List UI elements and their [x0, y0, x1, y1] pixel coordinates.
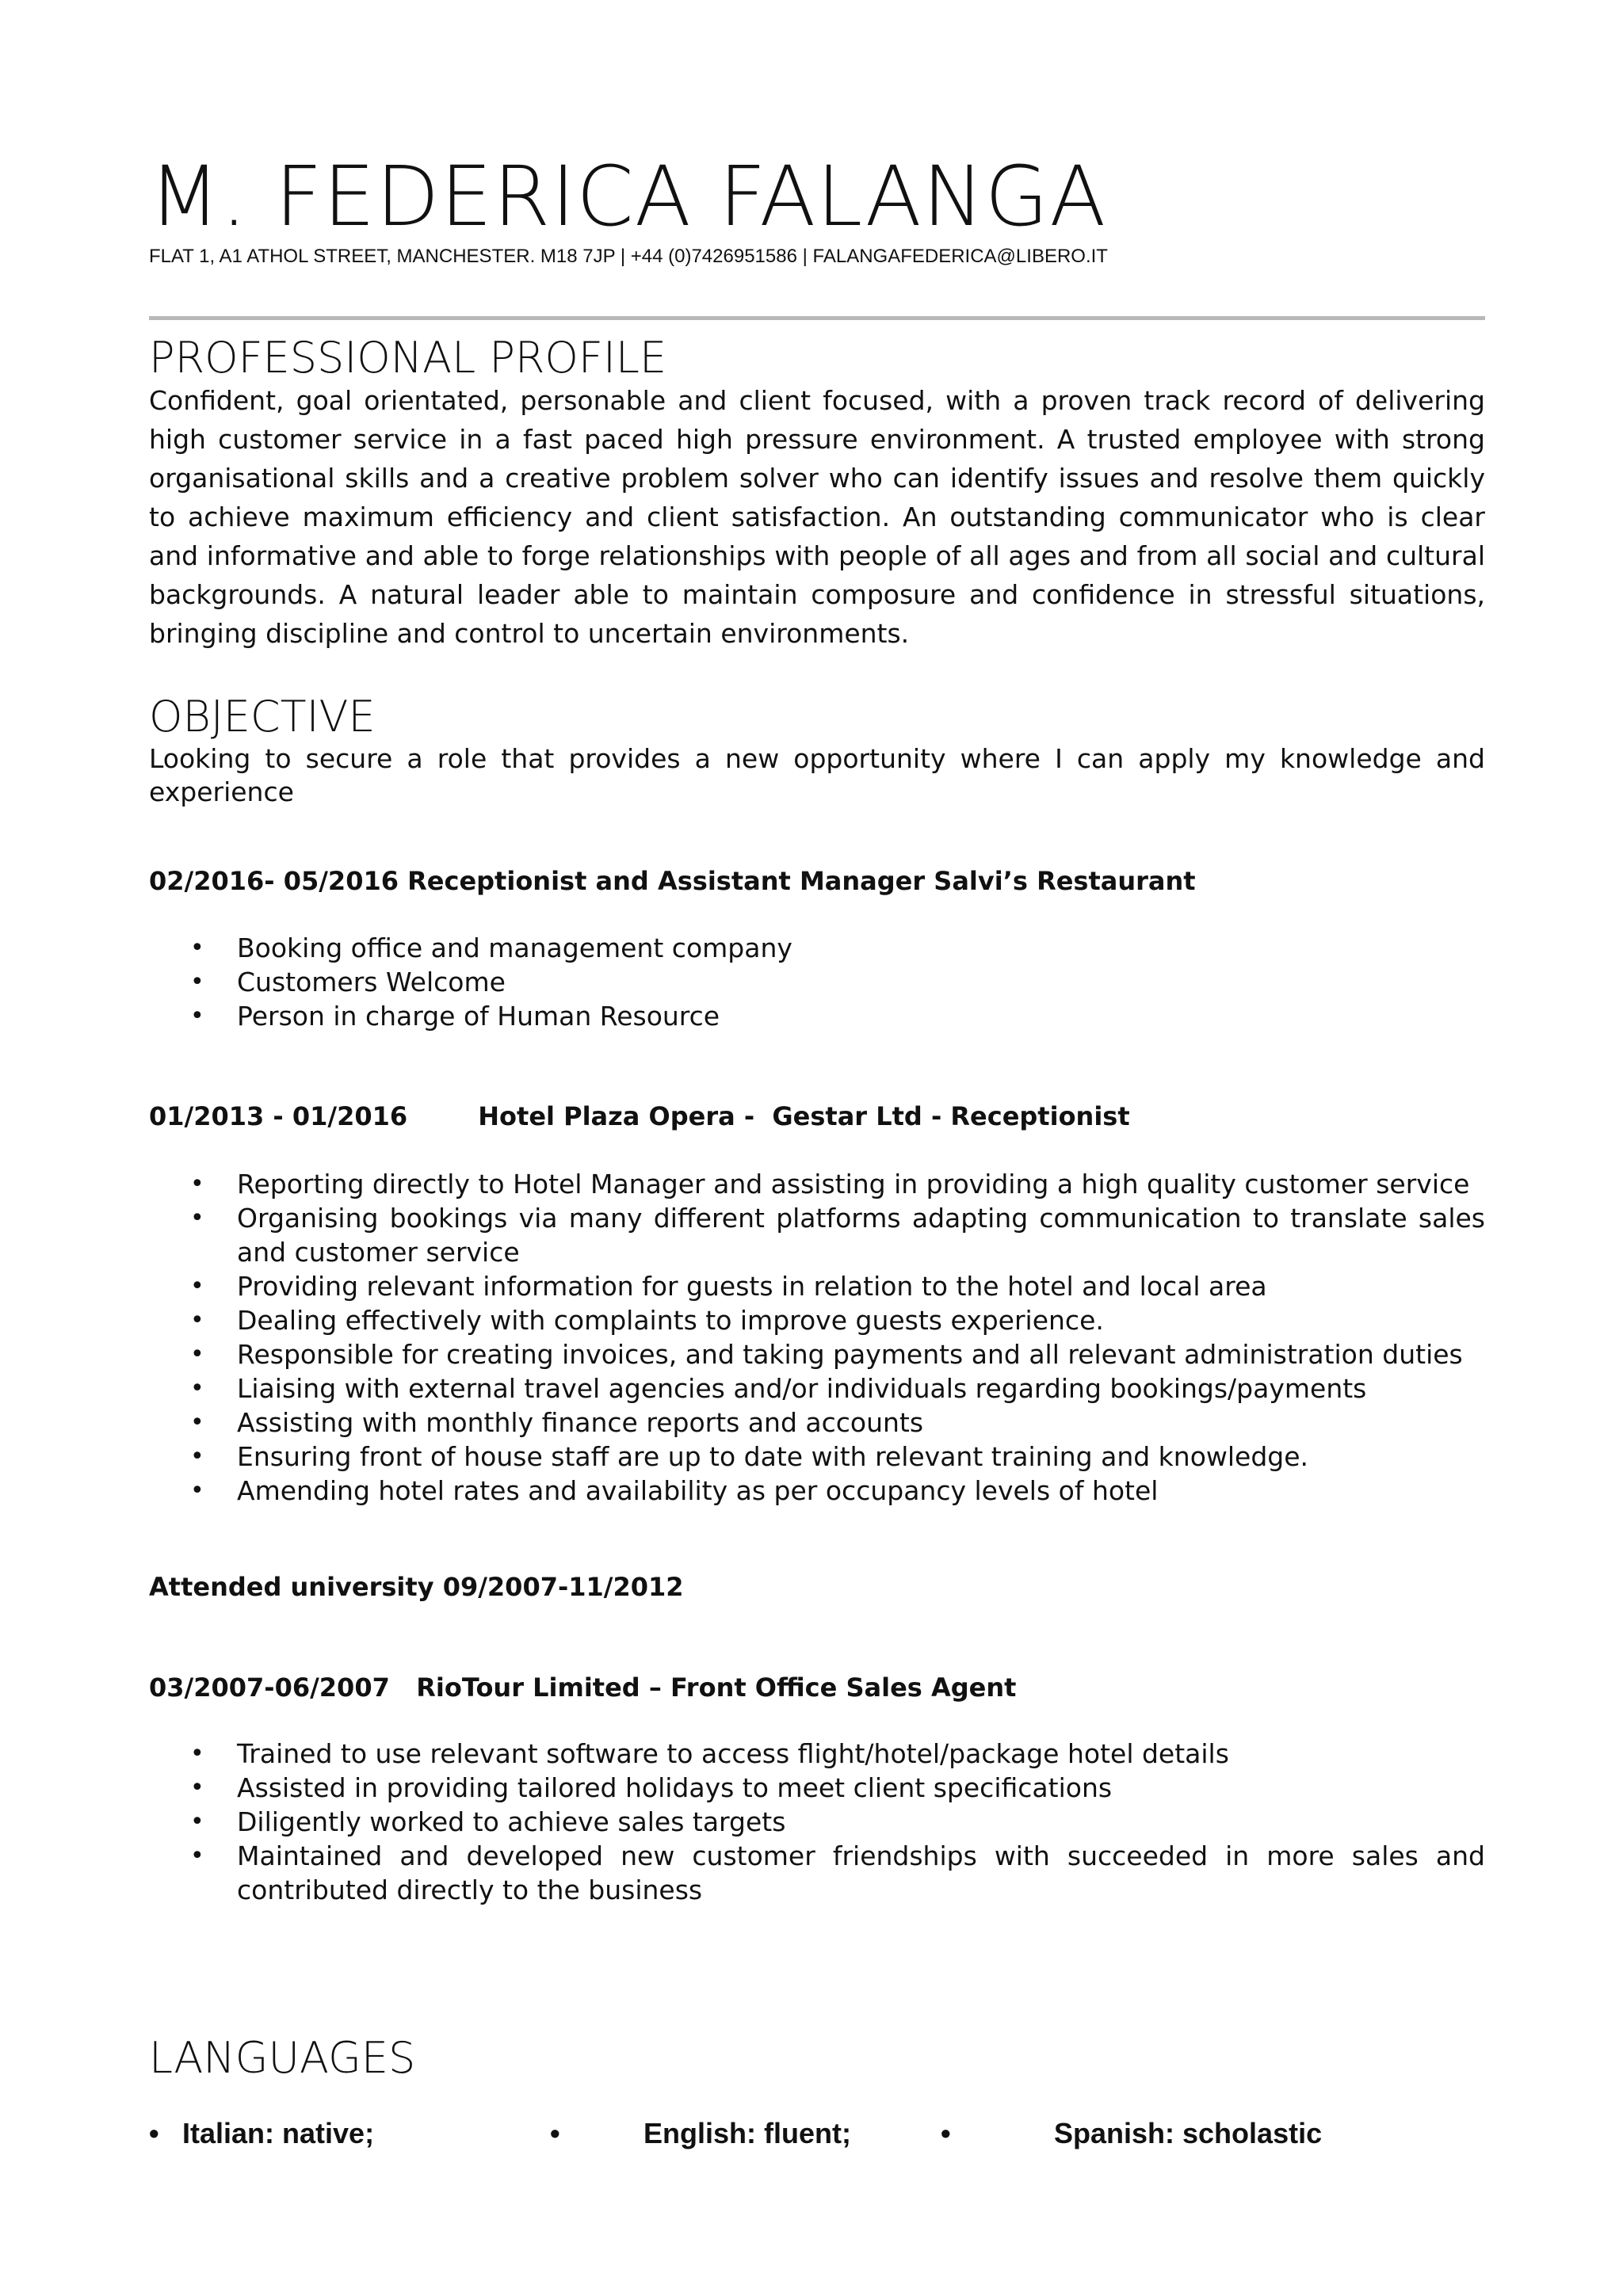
job-heading-plaza-opera: 01/2013 - 01/2016 Hotel Plaza Opera - Gestar Ltd - Receptionist — [149, 1101, 1130, 1131]
list-item: • Ensuring front of house staff are up to date with relevant training and knowledge. — [190, 1441, 1309, 1472]
list-item: • Customers Welcome — [190, 967, 506, 997]
candidate-name: M. FEDERICA FALANGA — [149, 148, 1107, 245]
header-divider — [149, 316, 1485, 320]
job-heading-salvis: 02/2016- 05/2016 Receptionist and Assistant Manager Salvi’s Restaurant — [149, 866, 1196, 896]
job-bullets-riotour — [149, 1737, 1485, 1907]
list-item: • Dealing effectively with complaints to improve guests experience. — [190, 1305, 1104, 1336]
list-item: • Booking office and management company — [190, 933, 792, 963]
education-heading: Attended university 09/2007-11/2012 — [149, 1572, 684, 1602]
list-item: • Liaising with external travel agencies and/or individuals regarding bookings/payments — [190, 1373, 1367, 1404]
objective-text: Looking to secure a role that provides a new opportunity where I can apply my knowledge and experience — [149, 743, 1485, 807]
list-item: • Maintained and developed new customer friendships with succeeded in more sales and contributed directly to the business — [190, 1840, 1485, 1905]
list-item: • Reporting directly to Hotel Manager and assisting in providing a high quality customer service — [190, 1169, 1470, 1199]
list-item: • Trained to use relevant software to access flight/hotel/package hotel details — [190, 1738, 1229, 1769]
list-item: • Providing relevant information for guests in relation to the hotel and local area — [190, 1271, 1267, 1302]
languages-heading: LANGUAGES — [149, 2033, 416, 2083]
list-item: • Person in charge of Human Resource — [190, 1001, 720, 1032]
list-item: • Assisted in providing tailored holidays to meet client specifications — [190, 1772, 1113, 1803]
job-bullets-plaza-opera — [149, 1167, 1485, 1508]
profile-text: Confident, goal orientated, personable and client focused, with a proven track record of delivering high customer service in a fast paced high pressure environment. A trusted employee with strong organisational skills and a creative problem solver who can identify issues and resolve them quickly to achieve maximum efficiency and client satisfaction. An outstanding communicator who is clear and informative and able to forge relationships with people of all ages and from all social and cultural backgrounds. A natural leader able to maintain composure and confidence in stressful situations, bringing discipline and control to uncertain environments. — [149, 385, 1485, 649]
list-item: • Amending hotel rates and availability as per occupancy levels of hotel — [190, 1475, 1159, 1506]
job-bullets-salvis — [149, 931, 1485, 1033]
objective-heading: OBJECTIVE — [149, 692, 376, 742]
profile-heading: PROFESSIONAL PROFILE — [149, 333, 667, 383]
job-heading-riotour: 03/2007-06/2007 RioTour Limited – Front Office Sales Agent — [149, 1672, 1017, 1703]
contact-details: FLAT 1, A1 ATHOL STREET, MANCHESTER. M18 7JP | +44 (0)7426951586 | FALANGAFEDERICA@LIBERO.IT — [149, 246, 1108, 267]
list-item: • Organising bookings via many different platforms adapting communication to translate sales and customer service — [190, 1203, 1485, 1268]
list-item: • Responsible for creating invoices, and taking payments and all relevant administration duties — [190, 1339, 1463, 1370]
list-item: • Diligently worked to achieve sales targets — [190, 1806, 786, 1837]
languages-list: • Italian: native; • English: fluent; • Spanish: scholastic — [149, 2117, 1323, 2149]
list-item: • Assisting with monthly finance reports and accounts — [190, 1407, 924, 1438]
